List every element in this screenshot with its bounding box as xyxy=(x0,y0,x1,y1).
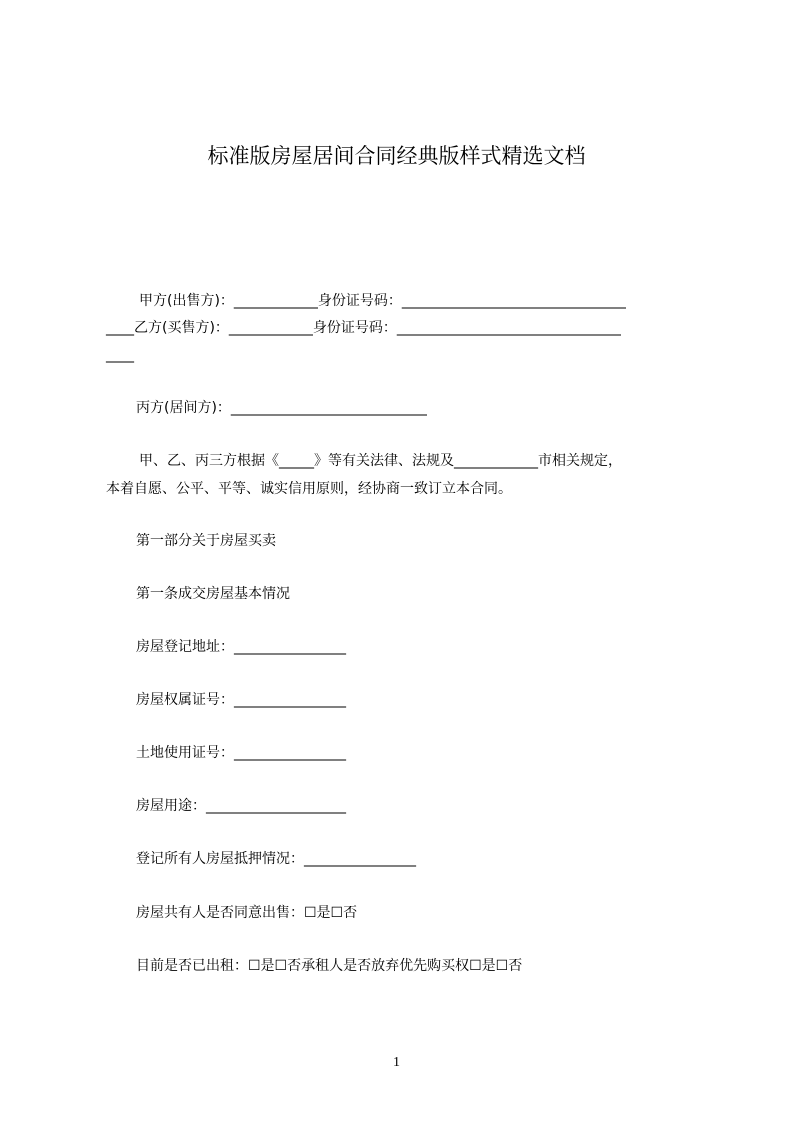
section-heading: 第一部分关于房屋买卖 xyxy=(136,533,276,549)
party-c-line: 丙方(居间方)：____________________________ xyxy=(136,400,427,416)
field-mortgage-status: 登记所有人房屋抵押情况：________________ xyxy=(136,851,416,867)
field-registered-address: 房屋登记地址：________________ xyxy=(136,639,346,655)
article-heading: 第一条成交房屋基本情况 xyxy=(136,586,290,602)
document-title: 标准版房屋居间合同经典版样式精选文档 xyxy=(207,144,586,168)
field-land-use-certificate: 土地使用证号：________________ xyxy=(136,745,346,761)
field-rental-status: 目前是否已出租：☐是☐否承租人是否放弃优先购买权☐是☐否 xyxy=(136,958,523,974)
field-ownership-certificate: 房屋权属证号：________________ xyxy=(136,692,346,708)
party-b-line-continuation: ____ xyxy=(106,347,134,363)
page-number: 1 xyxy=(393,1055,400,1070)
field-co-owner-consent: 房屋共有人是否同意出售：☐是☐否 xyxy=(136,905,358,921)
party-b-line: ____乙方(买售方)：____________身份证号码：________________________________ xyxy=(106,320,621,336)
preamble-line-2: 本着自愿、公平、平等、诚实信用原则，经协商一致订立本合同。 xyxy=(106,481,512,497)
party-a-line: 甲方(出售方)：____________身份证号码：________________________________ xyxy=(139,293,626,309)
field-house-use: 房屋用途：____________________ xyxy=(136,798,346,814)
preamble-line-1: 甲、乙、丙三方根据《_____》等有关法律、法规及____________市相关规定， xyxy=(139,453,622,469)
